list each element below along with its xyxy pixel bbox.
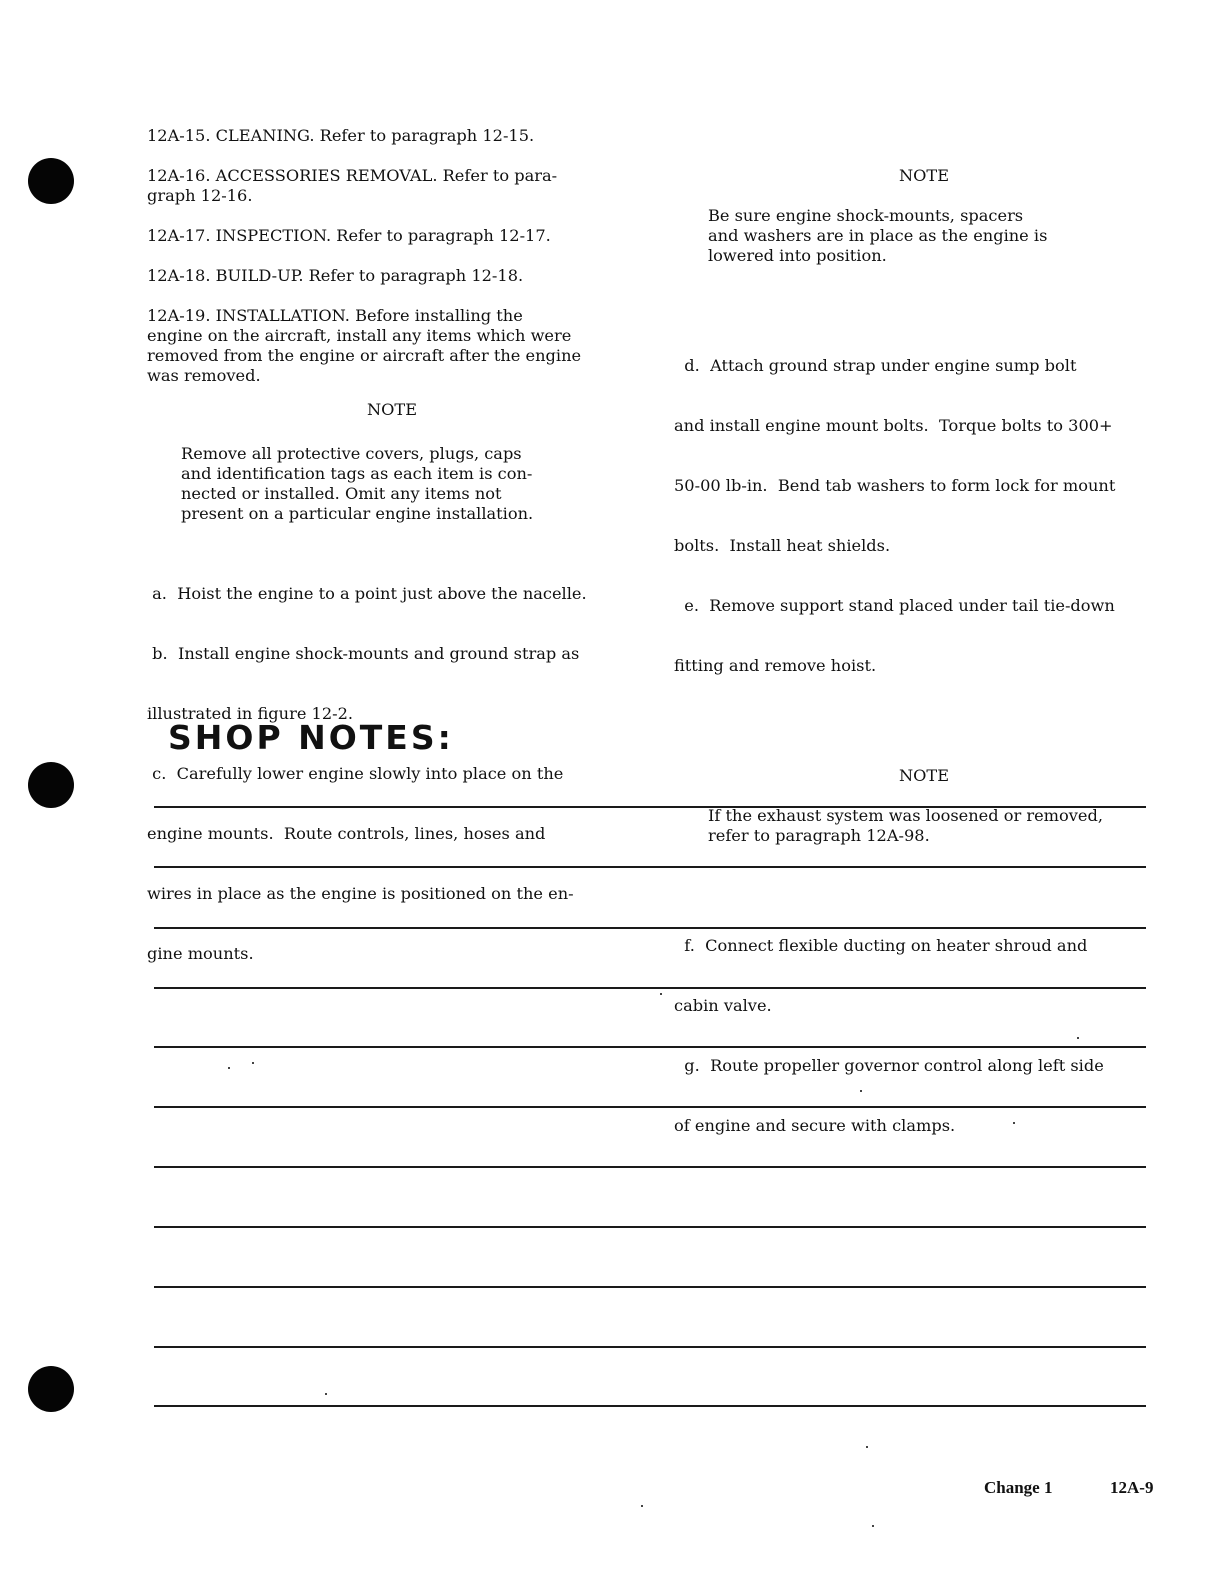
note-heading: NOTE [898, 766, 950, 785]
step-e: e. Remove support stand placed under tail tie-down [674, 596, 1115, 615]
shop-notes-line [154, 1046, 1146, 1048]
shop-notes-title: SHOP NOTES: [168, 718, 454, 757]
paragraph-12a-16-line2: graph 12-16. [147, 186, 253, 205]
note-heading: NOTE [898, 166, 950, 185]
shop-notes-line [154, 1226, 1146, 1228]
installation-steps-a-c [147, 544, 637, 1004]
text-line: cabin valve. [674, 996, 772, 1015]
text-line: 50-00 lb-in. Bend tab washers to form lock for mount [674, 476, 1116, 495]
scan-speck [252, 1062, 254, 1064]
binder-hole-top [28, 158, 74, 204]
note-body [674, 206, 1174, 266]
text-line: Be sure engine shock-mounts, spacers [708, 206, 1024, 225]
text-line: removed from the engine or aircraft after the engine [147, 346, 582, 365]
text-line: engine on the aircraft, install any items which were [147, 326, 572, 345]
scan-speck [641, 1505, 643, 1507]
text-line: engine mounts. Route controls, lines, hoses and [147, 824, 546, 843]
paragraph-12a-16-line1: 12A-16. ACCESSORIES REMOVAL. Refer to para- [147, 166, 558, 185]
paragraph-12a-15: 12A-15. CLEANING. Refer to paragraph 12-15. [147, 126, 535, 145]
text-line: of engine and secure with clamps. [674, 1116, 956, 1135]
step-a: a. Hoist the engine to a point just above the nacelle. [147, 584, 587, 603]
shop-notes-line [154, 1346, 1146, 1348]
scan-speck [860, 1090, 862, 1092]
shop-notes-line [154, 1106, 1146, 1108]
shop-notes-line [154, 987, 1146, 989]
scan-speck [866, 1446, 868, 1448]
text-line: nected or installed. Omit any items not [181, 484, 502, 503]
installation-steps-d-e [674, 316, 1174, 716]
note-body [147, 444, 637, 524]
page-number: 12A-9 [1110, 1478, 1154, 1497]
text-line: and identification tags as each item is con- [181, 464, 533, 483]
shop-notes-line [154, 806, 1146, 808]
shop-notes-line [154, 927, 1146, 929]
text-line: refer to paragraph 12A-98. [708, 826, 930, 845]
scan-speck [660, 993, 662, 995]
text-line: gine mounts. [147, 944, 254, 963]
right-column [674, 166, 1174, 1176]
scan-speck [1077, 1037, 1079, 1039]
text-line: was removed. [147, 366, 261, 385]
shop-notes-line [154, 1405, 1146, 1407]
paragraph-12a-17: 12A-17. INSPECTION. Refer to paragraph 12-17. [147, 226, 551, 245]
step-f: f. Connect flexible ducting on heater shroud and [674, 936, 1088, 955]
scan-speck [325, 1393, 327, 1395]
note-body [674, 806, 1174, 846]
shop-notes-line [154, 1166, 1146, 1168]
step-b: b. Install engine shock-mounts and ground strap as [147, 644, 580, 663]
text-line: and washers are in place as the engine is [708, 226, 1048, 245]
left-column [147, 126, 637, 1004]
installation-steps-f-g [674, 896, 1174, 1176]
paragraph-12a-19 [147, 306, 637, 386]
scan-speck [872, 1525, 874, 1527]
text-line: bolts. Install heat shields. [674, 536, 891, 555]
text-line: and install engine mount bolts. Torque bolts to 300+ [674, 416, 1113, 435]
step-c: c. Carefully lower engine slowly into place on the [147, 764, 564, 783]
text-line: illustrated in figure 12-2. [147, 704, 354, 723]
text-line: 12A-19. INSTALLATION. Before installing the [147, 306, 523, 325]
paragraph-12a-18: 12A-18. BUILD-UP. Refer to paragraph 12-18. [147, 266, 524, 285]
text-line: If the exhaust system was loosened or removed, [708, 806, 1103, 825]
shop-notes-line [154, 866, 1146, 868]
step-d: d. Attach ground strap under engine sump bolt [674, 356, 1077, 375]
note-heading: NOTE [366, 400, 418, 419]
shop-notes-line [154, 1286, 1146, 1288]
text-line: lowered into position. [708, 246, 887, 265]
binder-hole-bottom [28, 1366, 74, 1412]
text-line: Remove all protective covers, plugs, caps [181, 444, 522, 463]
text-line: wires in place as the engine is positioned on the en- [147, 884, 574, 903]
step-g: g. Route propeller governor control along left side [674, 1056, 1104, 1075]
text-line: present on a particular engine installation. [181, 504, 534, 523]
change-label: Change 1 [984, 1478, 1053, 1497]
binder-hole-middle [28, 762, 74, 808]
text-line: fitting and remove hoist. [674, 656, 877, 675]
scan-speck [1013, 1122, 1015, 1124]
scan-speck [228, 1067, 230, 1069]
